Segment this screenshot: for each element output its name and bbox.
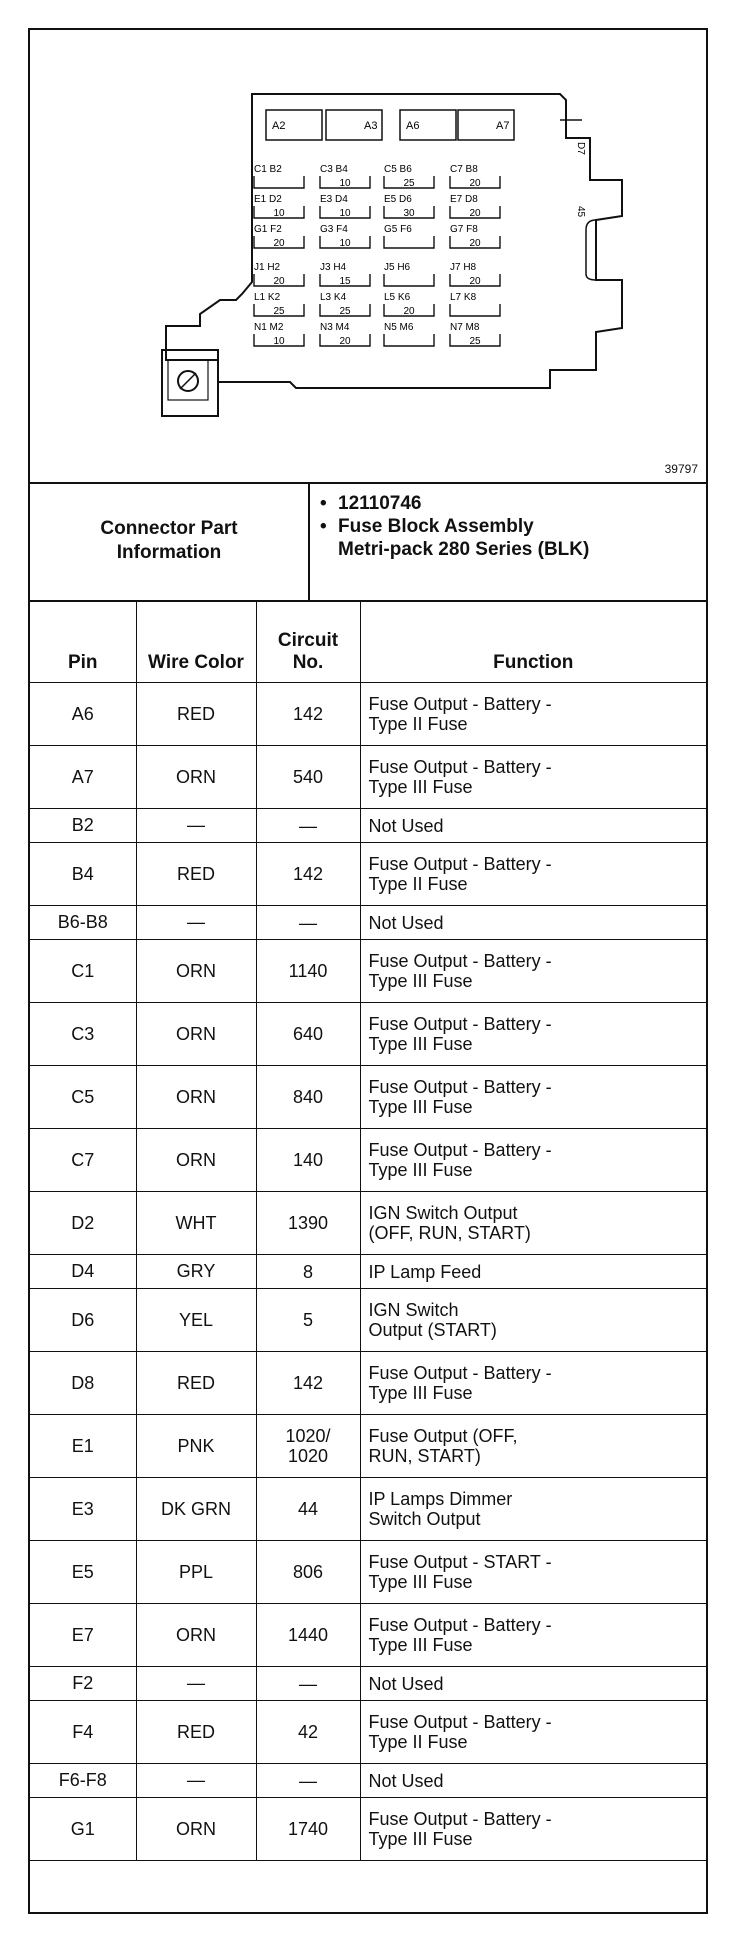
fuse-slot [254,164,304,188]
fuse-slot [320,224,370,249]
table-row [30,1701,706,1764]
slot-fuse-rating: 20 [469,276,481,287]
function-line: Fuse Output - START - [368,1552,552,1572]
function-line: RUN, START) [368,1446,481,1466]
table-row [30,1798,706,1861]
circuit-cell: 806 [256,1541,360,1604]
function-cell [360,1798,706,1861]
function-line: Type III Fuse [368,777,473,797]
function-line: Fuse Output - Battery - [368,1615,552,1635]
function-cell [360,1289,706,1352]
slot-pin-label: C7 B8 [450,164,478,175]
fuse-slot [384,164,434,189]
function-line: Fuse Output - Battery - [368,694,552,714]
slot-pin-label: G7 F8 [450,224,478,235]
connector-heading-line2: Information [116,542,222,563]
function-line: Type III Fuse [368,1160,473,1180]
function-line: IGN Switch Output [368,1203,518,1223]
wire-color-cell: ORN [136,1798,256,1861]
pin-cell: C7 [30,1129,136,1192]
connector-details [320,492,700,561]
slot-pin-label: J1 H2 [254,262,281,273]
figure-number: 39797 [664,462,698,476]
function-line: (OFF, RUN, START) [368,1223,531,1243]
slot-fuse-rating: 10 [339,238,351,249]
svg-text:D7: D7 [575,142,586,155]
fuse-housing-a2 [266,110,322,140]
function-line: Not Used [368,1770,444,1791]
slot-pin-label: E5 D6 [384,194,412,205]
bullet-glyph: • [320,493,327,514]
slot-fuse-rating: 25 [273,306,285,317]
fuse-slot [254,194,304,219]
function-cell [360,1003,706,1066]
function-cell [360,1701,706,1764]
slot-fuse-rating: 20 [339,336,351,347]
fuse-block-drawing [30,30,706,482]
pin-cell: C3 [30,1003,136,1066]
function-line: Not Used [368,912,444,933]
wire-color-cell: ORN [136,940,256,1003]
wire-color-cell: PPL [136,1541,256,1604]
pin-table-header [30,600,706,683]
connector-heading-line1: Connector Part [100,518,238,539]
fuse-slot [320,164,370,189]
slot-pin-label: L1 K2 [254,292,281,303]
part-number-bullet [320,492,700,515]
function-cell [360,1604,706,1667]
function-cell [360,1667,706,1701]
slot-pin-label: C3 B4 [320,164,348,175]
fuse-housing-a3 [326,110,382,140]
slot-fuse-rating: 15 [339,276,351,287]
pin-table [30,600,706,1861]
wire-color-cell: — [136,906,256,940]
function-line: Fuse Output - Battery - [368,757,552,777]
slot-fuse-rating: 25 [339,306,351,317]
circuit-header-line2: No. [292,652,324,673]
wire-color-cell: GRY [136,1255,256,1289]
fuse-slot [450,262,500,287]
fuse-housing-a7 [458,110,514,140]
pin-cell: D2 [30,1192,136,1255]
fuse-label: A3 [364,120,378,132]
description-line1: Fuse Block Assembly [338,516,534,537]
slot-fuse-rating: 20 [469,178,481,189]
circuit-cell: 1390 [256,1192,360,1255]
table-row [30,1604,706,1667]
circuit-cell: — [256,906,360,940]
wire-color-cell: ORN [136,1066,256,1129]
slot-pin-label: C1 B2 [254,164,282,175]
pin-cell: F2 [30,1667,136,1701]
function-line: Fuse Output - Battery - [368,1712,552,1732]
function-line: Type II Fuse [368,1732,468,1752]
circuit-cell: 640 [256,1003,360,1066]
fuse-slot [384,194,434,219]
pin-cell: B4 [30,843,136,906]
circuit-cell: 8 [256,1255,360,1289]
fuse-label: A2 [272,120,286,132]
fuse-slot [384,292,434,317]
pin-cell: B2 [30,809,136,843]
fuse-slot [450,194,500,219]
pin-cell: A7 [30,746,136,809]
column-header-wire-color: Wire Color [136,600,256,683]
fuse-block-outline [166,94,622,388]
column-header-pin: Pin [30,600,136,683]
table-row [30,1478,706,1541]
circuit-cell: 1440 [256,1604,360,1667]
circuit-cell: 5 [256,1289,360,1352]
slot-pin-label: L7 K8 [450,292,477,303]
function-cell [360,1478,706,1541]
slot-fuse-rating: 10 [273,336,285,347]
fuse-slot [254,292,304,317]
fuse-slot [450,224,500,249]
function-line: Fuse Output - Battery - [368,1140,552,1160]
function-cell [360,1066,706,1129]
circuit-cell: 142 [256,1352,360,1415]
description-continuation [320,538,700,561]
fuse-slot [254,224,304,249]
pin-cell: G1 [30,1798,136,1861]
function-line: Switch Output [368,1509,481,1529]
circuit-cell: — [256,1764,360,1798]
fuse-slot [320,292,370,317]
slot-pin-label: G3 F4 [320,224,348,235]
connector-heading [30,482,310,600]
wire-color-cell: ORN [136,746,256,809]
function-cell [360,809,706,843]
circuit-header-line1: Circuit [277,630,339,651]
wire-color-cell: PNK [136,1415,256,1478]
fuse-block-diagram [30,30,706,484]
function-cell [360,1129,706,1192]
function-line: Fuse Output - Battery - [368,1809,552,1829]
function-line: Fuse Output - Battery - [368,1077,552,1097]
table-row [30,1415,706,1478]
circuit-cell: 840 [256,1066,360,1129]
wire-color-cell: — [136,809,256,843]
circuit-cell: — [256,1667,360,1701]
pin-cell: D6 [30,1289,136,1352]
pin-cell: B6-B8 [30,906,136,940]
part-number: 12110746 [338,493,422,514]
slot-fuse-rating: 20 [403,306,415,317]
function-line: Output (START) [368,1320,497,1340]
table-row [30,1192,706,1255]
table-row [30,1352,706,1415]
wire-color-cell: RED [136,1352,256,1415]
fuse-housing-a6 [400,110,456,140]
pin-cell: F6-F8 [30,1764,136,1798]
wire-color-cell: WHT [136,1192,256,1255]
fuse-slot [384,262,434,286]
circuit-cell: 140 [256,1129,360,1192]
function-cell [360,683,706,746]
slot-pin-label: N3 M4 [320,322,350,333]
slot-pin-label: J7 H8 [450,262,477,273]
function-line: Fuse Output (OFF, [368,1426,518,1446]
table-row [30,1255,706,1289]
circuit-cell: 1140 [256,940,360,1003]
connector-part-information [30,482,706,602]
fuse-slot [320,262,370,287]
function-line: IGN Switch [368,1300,459,1320]
table-row [30,1003,706,1066]
slot-fuse-rating: 20 [469,208,481,219]
fuse-slot [384,224,434,248]
table-row [30,683,706,746]
wire-color-cell: DK GRN [136,1478,256,1541]
function-line: Fuse Output - Battery - [368,1014,552,1034]
circuit-cell: 1740 [256,1798,360,1861]
circuit-cell: 540 [256,746,360,809]
function-line: Fuse Output - Battery - [368,1363,552,1383]
table-row [30,809,706,843]
slot-fuse-rating: 10 [339,178,351,189]
slot-pin-label: L3 K4 [320,292,347,303]
column-header-function: Function [360,600,706,683]
function-line: Type III Fuse [368,1829,473,1849]
circuit-cell: 42 [256,1701,360,1764]
function-line: Type III Fuse [368,1383,473,1403]
function-cell [360,940,706,1003]
wire-color-cell: RED [136,683,256,746]
slot-fuse-rating: 25 [469,336,481,347]
function-line: Type III Fuse [368,1572,473,1592]
description-bullet [320,515,700,538]
side-labels [575,142,586,218]
wire-color-cell: — [136,1667,256,1701]
pin-cell: D4 [30,1255,136,1289]
slot-pin-label: G5 F6 [384,224,412,235]
table-row [30,1541,706,1604]
circuit-cell: 44 [256,1478,360,1541]
slot-pin-label: N7 M8 [450,322,480,333]
function-cell [360,1352,706,1415]
fuse-slot [384,322,434,346]
table-row [30,1129,706,1192]
function-cell [360,1192,706,1255]
function-line: Type III Fuse [368,1635,473,1655]
slot-fuse-rating: 10 [273,208,285,219]
circuit-cell: — [256,809,360,843]
pin-cell: C5 [30,1066,136,1129]
bullet-glyph: • [320,516,327,537]
fuse-slot [450,164,500,189]
svg-text:45: 45 [575,206,586,218]
wire-color-cell: RED [136,1701,256,1764]
slot-pin-label: L5 K6 [384,292,411,303]
table-row [30,1289,706,1352]
table-row [30,940,706,1003]
circuit-cell: 142 [256,843,360,906]
table-row [30,1764,706,1798]
slot-pin-label: E3 D4 [320,194,348,205]
pin-cell: A6 [30,683,136,746]
table-row [30,1667,706,1701]
circuit-cell: 142 [256,683,360,746]
wire-color-cell: ORN [136,1003,256,1066]
function-line: Not Used [368,815,444,836]
slot-pin-label: G1 F2 [254,224,282,235]
slot-pin-label: E7 D8 [450,194,478,205]
function-line: Type III Fuse [368,1034,473,1054]
function-line: Fuse Output - Battery - [368,854,552,874]
circuit-cell: 1020/ 1020 [256,1415,360,1478]
function-cell [360,1415,706,1478]
fuse-label: A6 [406,120,420,132]
fuse-slot [320,322,370,347]
slot-fuse-rating: 25 [403,178,415,189]
function-line: Type III Fuse [368,1097,473,1117]
wire-color-cell: — [136,1764,256,1798]
function-line: IP Lamp Feed [368,1261,482,1282]
table-row [30,1066,706,1129]
slot-fuse-rating: 30 [403,208,415,219]
pin-cell: E5 [30,1541,136,1604]
function-line: Type III Fuse [368,971,473,991]
slot-pin-label: C5 B6 [384,164,412,175]
function-cell [360,906,706,940]
slot-pin-label: N5 M6 [384,322,414,333]
slot-pin-label: N1 M2 [254,322,284,333]
function-cell [360,843,706,906]
fuse-slot [450,292,500,316]
fuse-label: A7 [496,120,510,132]
function-line: Type II Fuse [368,874,468,894]
table-row [30,843,706,906]
wire-color-cell: RED [136,843,256,906]
slot-pin-label: J5 H6 [384,262,411,273]
function-line: IP Lamps Dimmer [368,1489,513,1509]
slot-fuse-rating: 10 [339,208,351,219]
pin-cell: D8 [30,1352,136,1415]
pin-cell: C1 [30,940,136,1003]
description-line2: Metri-pack 280 Series (BLK) [338,539,590,560]
pin-cell: E1 [30,1415,136,1478]
function-line: Not Used [368,1673,444,1694]
table-row [30,746,706,809]
wire-color-cell: YEL [136,1289,256,1352]
connector-sheet [28,28,708,1914]
pin-cell: E7 [30,1604,136,1667]
slot-fuse-rating: 20 [469,238,481,249]
wire-color-cell: ORN [136,1129,256,1192]
slot-pin-label: E1 D2 [254,194,282,205]
fuse-slot [254,262,304,287]
fuse-slot [320,194,370,219]
slot-pin-label: J3 H4 [320,262,347,273]
pin-cell: E3 [30,1478,136,1541]
wire-color-cell: ORN [136,1604,256,1667]
pin-cell: F4 [30,1701,136,1764]
function-cell [360,1255,706,1289]
function-cell [360,1764,706,1798]
fuse-slot [450,322,500,347]
fuse-slot [254,322,304,347]
table-row [30,906,706,940]
slot-fuse-rating: 20 [273,276,285,287]
column-header-circuit [256,600,360,683]
slot-fuse-rating: 20 [273,238,285,249]
function-cell [360,746,706,809]
function-line: Type II Fuse [368,714,468,734]
function-line: Fuse Output - Battery - [368,951,552,971]
function-cell [360,1541,706,1604]
